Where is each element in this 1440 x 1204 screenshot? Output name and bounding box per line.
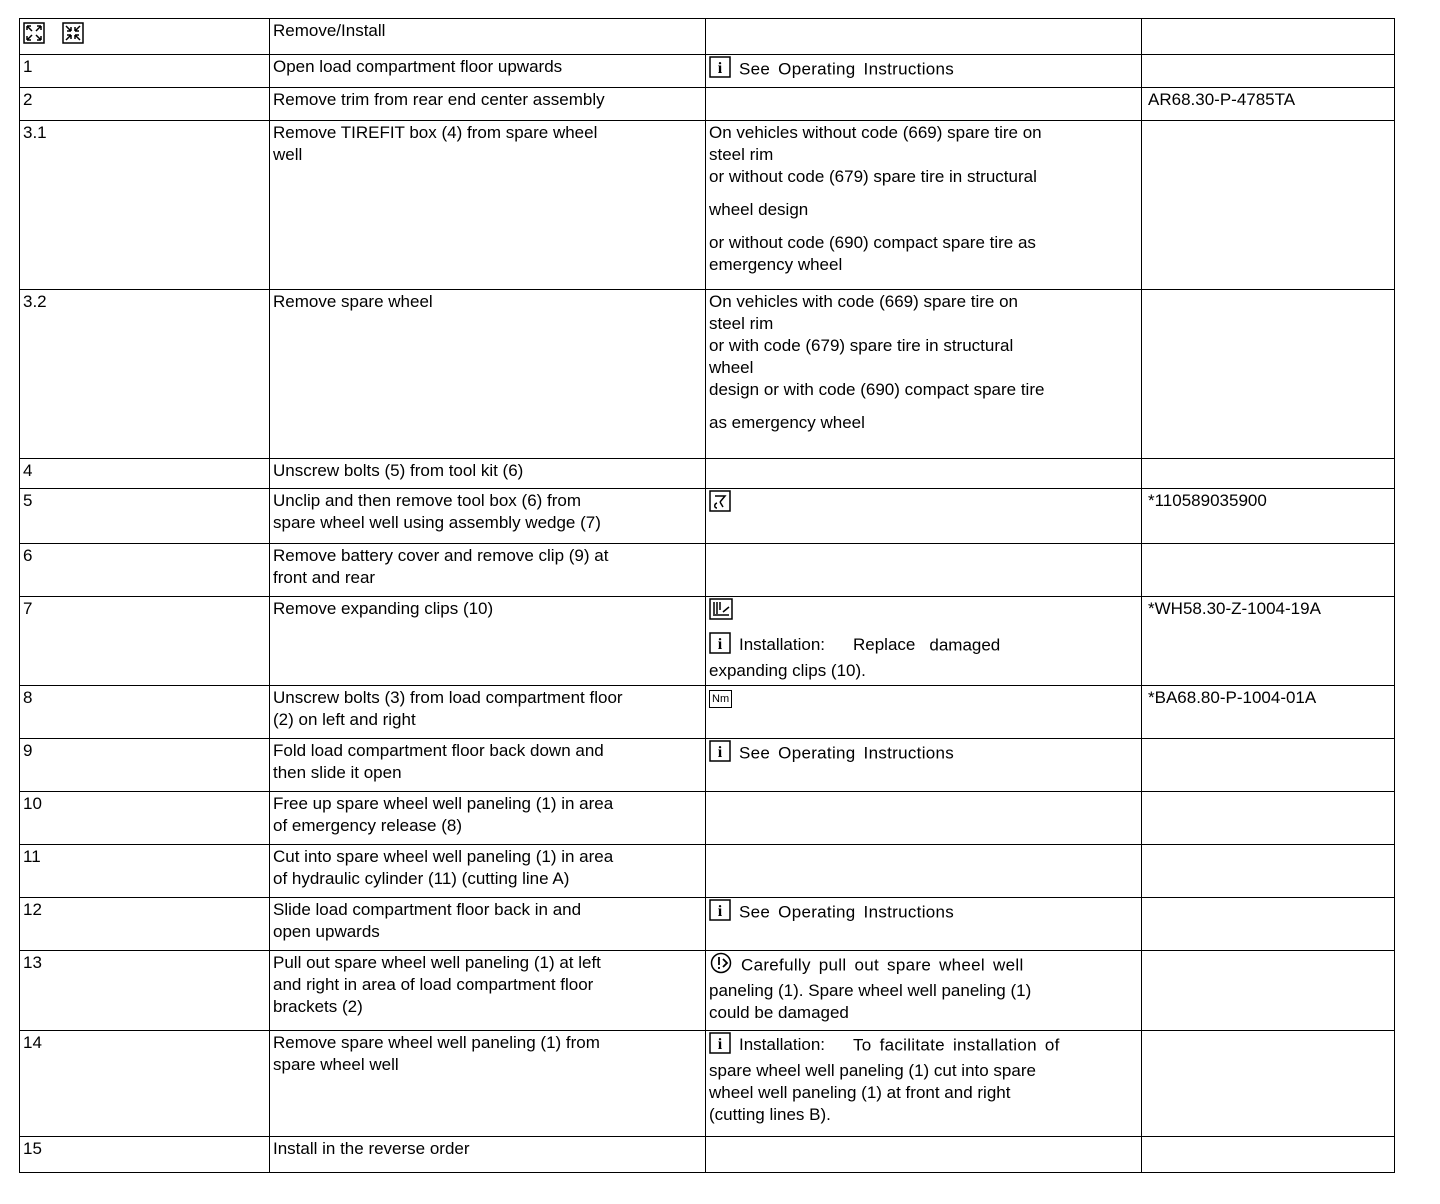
table-row (20, 845, 1395, 898)
action-line: Cut into spare wheel well paneling (1) in area (273, 847, 614, 866)
step-note (706, 792, 1142, 845)
action-line: of emergency release (8) (273, 816, 462, 835)
note-line: or without code (690) compact spare tire as (709, 233, 1036, 252)
action-line: (2) on left and right (273, 710, 416, 729)
action-line: Fold load compartment floor back down and (273, 741, 604, 760)
step-action (270, 544, 706, 597)
step-ref[interactable]: AR68.30-P-4785TA (1142, 88, 1395, 121)
step-ref (1142, 792, 1395, 845)
step-note (706, 951, 1142, 1031)
info-icon (709, 56, 731, 84)
step-number: 13 (20, 951, 270, 1031)
note-text: See Operating Instructions (739, 743, 955, 763)
info-icon (709, 899, 731, 927)
step-action: Remove trim from rear end center assembly (270, 88, 706, 121)
step-action (270, 686, 706, 739)
action-line: Free up spare wheel well paneling (1) in area (273, 794, 614, 813)
step-note (706, 1137, 1142, 1173)
note-line (709, 632, 1138, 660)
step-number: 1 (20, 55, 270, 88)
note-line: emergency wheel (709, 255, 843, 274)
header-icons-cell (20, 19, 270, 55)
step-number: 14 (20, 1031, 270, 1137)
svg-text:i: i (717, 1036, 723, 1053)
action-line: then slide it open (273, 763, 402, 782)
info-icon (709, 632, 731, 660)
note-line: spare wheel well paneling (1) cut into spare (709, 1061, 1036, 1080)
step-action (270, 951, 706, 1031)
table-row (20, 544, 1395, 597)
step-ref (1142, 121, 1395, 290)
action-line: brackets (2) (273, 997, 363, 1016)
action-line: Remove TIREFIT box (4) from spare wheel (273, 123, 598, 142)
table-row (20, 686, 1395, 739)
note-line: or without code (679) spare tire in structural (709, 167, 1037, 186)
svg-text:i: i (717, 744, 723, 761)
step-ref (1142, 898, 1395, 951)
note-text: Carefully pull out spare wheel well (741, 955, 1024, 975)
step-action (270, 739, 706, 792)
action-line: open upwards (273, 922, 380, 941)
note-line: or with code (679) spare tire in structural (709, 336, 1014, 355)
step-note (706, 489, 1142, 544)
step-note (706, 597, 1142, 686)
step-number: 12 (20, 898, 270, 951)
step-number: 8 (20, 686, 270, 739)
note-line (709, 952, 1138, 980)
table-row (20, 597, 1395, 686)
note-line: paneling (1). Spare wheel well paneling (1) (709, 981, 1032, 1000)
note-line: On vehicles without code (669) spare tire on (709, 123, 1042, 142)
step-action: Open load compartment floor upwards (270, 55, 706, 88)
note-line (709, 1032, 1138, 1060)
header-empty-note (706, 19, 1142, 55)
step-number: 9 (20, 739, 270, 792)
table-row (20, 290, 1395, 459)
action-line: and right in area of load compartment floor (273, 975, 594, 994)
procedure-table (19, 18, 1395, 1173)
header-empty-ref (1142, 19, 1395, 55)
table-row (20, 489, 1395, 544)
action-line: front and rear (273, 568, 376, 587)
header-title: Remove/Install (270, 19, 706, 55)
step-number: 5 (20, 489, 270, 544)
table-row (20, 898, 1395, 951)
step-ref (1142, 544, 1395, 597)
step-action: Install in the reverse order (270, 1137, 706, 1173)
step-note (706, 459, 1142, 489)
step-ref[interactable]: *110589035900 (1142, 489, 1395, 544)
step-note (706, 898, 1142, 951)
action-line: Pull out spare wheel well paneling (1) at left (273, 953, 601, 972)
step-ref[interactable]: *WH58.30-Z-1004-19A (1142, 597, 1395, 686)
action-line: Unclip and then remove tool box (6) from (273, 491, 582, 510)
action-line: Remove battery cover and remove clip (9) at (273, 546, 609, 565)
table-header-row (20, 19, 1395, 55)
step-ref (1142, 845, 1395, 898)
action-line: of hydraulic cylinder (11) (cutting line A) (273, 869, 570, 888)
step-number: 3.2 (20, 290, 270, 459)
step-ref (1142, 1031, 1395, 1137)
step-number: 2 (20, 88, 270, 121)
step-note (706, 739, 1142, 792)
note-line: wheel design (709, 200, 809, 219)
step-action (270, 489, 706, 544)
step-note (706, 55, 1142, 88)
table-row (20, 792, 1395, 845)
step-note (706, 544, 1142, 597)
step-ref (1142, 459, 1395, 489)
table-row (20, 1137, 1395, 1173)
note-label: Installation: (739, 1035, 825, 1055)
action-line: Remove spare wheel well paneling (1) from (273, 1033, 600, 1052)
step-number: 15 (20, 1137, 270, 1173)
torque-icon[interactable]: Nm (709, 690, 732, 708)
step-ref (1142, 55, 1395, 88)
step-action: Unscrew bolts (5) from tool kit (6) (270, 459, 706, 489)
action-line: spare wheel well using assembly wedge (7) (273, 513, 601, 532)
step-ref (1142, 739, 1395, 792)
step-action: Remove spare wheel (270, 290, 706, 459)
step-action (270, 1031, 706, 1137)
action-line: well (273, 145, 303, 164)
step-note (706, 1031, 1142, 1137)
special-tool-icon[interactable] (709, 490, 731, 518)
step-note (706, 121, 1142, 290)
svg-text:i: i (717, 903, 723, 920)
note-line: steel rim (709, 145, 774, 164)
step-note (706, 845, 1142, 898)
step-note (706, 290, 1142, 459)
step-note (706, 88, 1142, 121)
caution-icon (709, 952, 733, 980)
note-label: Installation: (739, 635, 825, 655)
step-action (270, 792, 706, 845)
note-line: steel rim (709, 314, 774, 333)
step-number: 3.1 (20, 121, 270, 290)
note-line: as emergency wheel (709, 413, 865, 432)
note-line: wheel (709, 358, 754, 377)
note-text: To facilitate installation of (853, 1035, 1060, 1055)
note-line: (cutting lines B). (709, 1105, 831, 1124)
step-ref (1142, 1137, 1395, 1173)
action-line: Unscrew bolts (3) from load compartment floor (273, 688, 623, 707)
step-number: 11 (20, 845, 270, 898)
info-icon (709, 1032, 731, 1060)
note-line: expanding clips (10). (709, 661, 866, 680)
step-action (270, 898, 706, 951)
table-row (20, 459, 1395, 489)
note-line: design or with code (690) compact spare tire (709, 380, 1045, 399)
step-ref (1142, 290, 1395, 459)
table-row (20, 739, 1395, 792)
note-line: wheel well paneling (1) at front and right (709, 1083, 1011, 1102)
note-line: On vehicles with code (669) spare tire on (709, 292, 1018, 311)
collapse-icon[interactable] (62, 22, 84, 44)
note-line: could be damaged (709, 1003, 849, 1022)
step-action (270, 121, 706, 290)
step-number: 10 (20, 792, 270, 845)
info-icon (709, 740, 731, 768)
svg-text:i: i (717, 60, 723, 77)
action-line: Slide load compartment floor back in and (273, 900, 582, 919)
note-icon-line (709, 598, 1138, 626)
workshop-data-icon[interactable] (709, 598, 733, 626)
step-note (706, 686, 1142, 739)
expand-icon[interactable] (23, 22, 45, 44)
step-number: 7 (20, 597, 270, 686)
note-text: See Operating Instructions (739, 902, 955, 922)
note-text: Replace (853, 635, 916, 655)
step-action: Remove expanding clips (10) (270, 597, 706, 686)
step-action (270, 845, 706, 898)
note-text: damaged (929, 635, 1001, 655)
step-ref[interactable]: *BA68.80-P-1004-01A (1142, 686, 1395, 739)
table-row (20, 1031, 1395, 1137)
table-row (20, 88, 1395, 121)
table-row (20, 121, 1395, 290)
table-row (20, 951, 1395, 1031)
step-number: 6 (20, 544, 270, 597)
note-text: See Operating Instructions (739, 59, 955, 79)
step-number: 4 (20, 459, 270, 489)
svg-text:i: i (717, 636, 723, 653)
action-line: spare wheel well (273, 1055, 399, 1074)
step-ref (1142, 951, 1395, 1031)
table-row (20, 55, 1395, 88)
